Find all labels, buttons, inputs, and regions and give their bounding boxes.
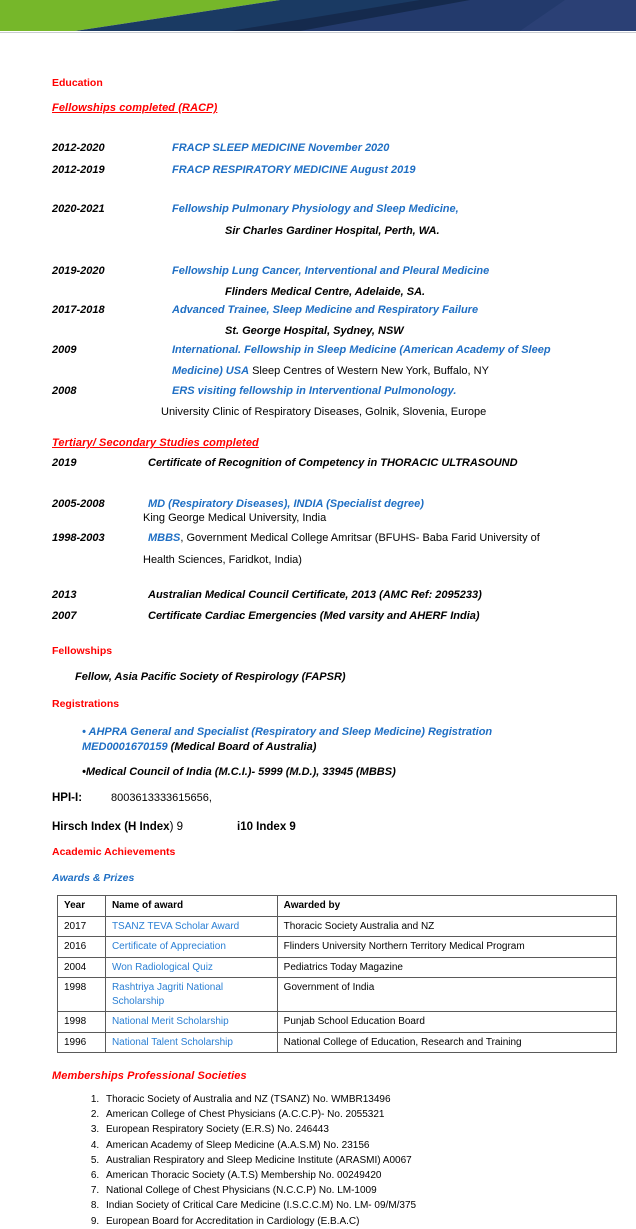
list-item: 5. Australian Respiratory and Sleep Medicine Institute (ARASMI) A0067 (102, 1153, 416, 1168)
table-row (58, 957, 617, 978)
list-item: 9. European Board for Accreditation in Cardiology (E.B.A.C) (102, 1214, 416, 1229)
tertiary-year-2: 1998-2003 (52, 532, 105, 544)
tertiary-year-0: 2019 (52, 457, 77, 469)
award-by: Pediatrics Today Magazine (277, 957, 616, 978)
hirsch-index-line (52, 821, 183, 833)
fellowship-year-1: 2012-2019 (52, 164, 105, 176)
tertiary-title-2 (148, 531, 540, 547)
fellowship-year-2: 2020-2021 (52, 203, 105, 215)
award-year: 2017 (58, 916, 106, 937)
hpi-label: HPI-I: (52, 792, 83, 804)
table-row (58, 1012, 617, 1033)
list-item: 8. Indian Society of Critical Care Medicine (I.S.C.C.M) No. LM- 09/M/375 (102, 1198, 416, 1213)
award-year: 1996 (58, 1032, 106, 1053)
fellowship-entry-2 (52, 202, 459, 218)
fellowship-title-5-blue: Medicine) USA (172, 365, 250, 377)
tertiary-year-1: 2005-2008 (52, 498, 105, 510)
fellowship-entry-6 (52, 384, 456, 400)
registration-bullet-1: • (82, 726, 89, 738)
award-by: Punjab School Education Board (277, 1012, 616, 1033)
tertiary-place-2: Health Sciences, Faridkot, India) (143, 554, 302, 566)
fellowship-year-6: 2008 (52, 385, 77, 397)
banner-bottom-rule (0, 32, 636, 33)
tertiary-title-3: Australian Medical Council Certificate, 2013 (AMC Ref: 2095233) (148, 589, 482, 601)
fellowship-place-2: Sir Charles Gardiner Hospital, Perth, WA. (225, 225, 440, 237)
registration-board: (Medical Board of Australia) (167, 741, 317, 753)
registration-item-1-line2 (82, 740, 316, 756)
tertiary-title-2-plain: , Government Medical College Amritsar (BFUHS- Baba Farid University of (180, 532, 540, 544)
column-header-awarded-by: Awarded by (277, 896, 616, 917)
fellowship-place-6: University Clinic of Respiratory Diseases, Golnik, Slovenia, Europe (161, 406, 487, 418)
registration-item-1-text: AHPRA General and Specialist (Respiratory and Sleep Medicine) Registration (88, 726, 493, 738)
tertiary-title-0: Certificate of Recognition of Competency in THORACIC ULTRASOUND (148, 457, 518, 469)
academic-achievements-heading: Academic Achievements (52, 846, 176, 858)
fellowship-place-4: St. George Hospital, Sydney, NSW (225, 325, 404, 337)
hpi-value: 8003613333615656, (111, 792, 212, 804)
fellowship-title-0: FRACP SLEEP MEDICINE November 2020 (172, 142, 390, 154)
award-name: TSANZ TEVA Scholar Award (105, 916, 277, 937)
award-by: Flinders University Northern Territory Medical Program (277, 937, 616, 958)
registration-item-1-line1 (82, 725, 492, 741)
fellowship-entry-3 (52, 264, 489, 280)
fellowship-title-2: Fellowship Pulmonary Physiology and Sleep Medicine, (172, 203, 459, 215)
memberships-heading: Memberships Professional Societies (52, 1070, 247, 1082)
list-item: 4. American Academy of Sleep Medicine (A.A.S.M) No. 23156 (102, 1138, 416, 1153)
registration-item-2: •Medical Council of India (M.C.I.)- 5999 (M.D.), 33945 (MBBS) (82, 766, 396, 778)
awards-table (57, 895, 617, 1053)
page-header-banner (0, 0, 636, 34)
tertiary-title-2-blue: MBBS (148, 532, 181, 544)
fellowship-membership-line: Fellow, Asia Pacific Society of Respirology (FAPSR) (75, 671, 346, 683)
award-name: National Talent Scholarship (105, 1032, 277, 1053)
tertiary-studies-heading: Tertiary/ Secondary Studies completed (52, 437, 259, 449)
award-name: National Merit Scholarship (105, 1012, 277, 1033)
fellowship-entry-5 (52, 343, 551, 359)
award-by: Government of India (277, 978, 616, 1012)
registration-number: MED0001670159 (82, 741, 168, 753)
award-name: Certificate of Appreciation (105, 937, 277, 958)
fellowship-year-3: 2019-2020 (52, 265, 105, 277)
table-row (58, 1032, 617, 1053)
fellowship-title-5-plain: Sleep Centres of Western New York, Buffalo, NY (249, 365, 489, 377)
fellowship-title-3: Fellowship Lung Cancer, Interventional and Pleural Medicine (172, 265, 490, 277)
hirsch-index-number: 9 (176, 821, 184, 833)
fellowship-title-5-line2 (172, 365, 489, 377)
award-year: 1998 (58, 1012, 106, 1033)
tertiary-year-4: 2007 (52, 610, 77, 622)
fellowship-place-3: Flinders Medical Centre, Adelaide, SA. (225, 286, 426, 298)
memberships-list (62, 1092, 416, 1229)
education-heading: Education (52, 77, 103, 89)
awards-prizes-heading: Awards & Prizes (52, 872, 135, 884)
tertiary-entry-2 (52, 531, 540, 547)
table-row (58, 916, 617, 937)
tertiary-title-1: MD (Respiratory Diseases), INDIA (Specialist degree) (148, 498, 424, 510)
banner-graphic (0, 0, 636, 34)
list-item: 2. American College of Chest Physicians (A.C.C.P)- No. 2055321 (102, 1107, 416, 1122)
fellowship-entry-0 (52, 141, 389, 157)
table-row (58, 937, 617, 958)
tertiary-entry-4 (52, 609, 480, 625)
list-item: 3. European Respiratory Society (E.R.S) No. 246443 (102, 1122, 416, 1137)
tertiary-entry-0 (52, 456, 518, 472)
fellowship-title-6: ERS visiting fellowship in Interventional Pulmonology. (172, 385, 457, 397)
fellowship-entry-1 (52, 163, 415, 179)
list-item: 6. American Thoracic Society (A.T.S) Membership No. 00249420 (102, 1168, 416, 1183)
tertiary-year-3: 2013 (52, 589, 77, 601)
column-header-name: Name of award (105, 896, 277, 917)
fellowship-year-5: 2009 (52, 344, 77, 356)
fellowship-year-0: 2012-2020 (52, 142, 105, 154)
table-row (58, 978, 617, 1012)
award-year: 1998 (58, 978, 106, 1012)
fellowships-heading: Fellowships (52, 645, 113, 657)
column-header-year: Year (58, 896, 106, 917)
tertiary-place-1: King George Medical University, India (143, 512, 327, 524)
tertiary-title-4: Certificate Cardiac Emergencies (Med varsity and AHERF India) (148, 610, 480, 622)
fellowship-title-4: Advanced Trainee, Sleep Medicine and Respiratory Failure (172, 304, 479, 316)
table-header-row (58, 896, 617, 917)
award-year: 2004 (58, 957, 106, 978)
award-by: Thoracic Society Australia and NZ (277, 916, 616, 937)
award-year: 2016 (58, 937, 106, 958)
tertiary-entry-3 (52, 588, 482, 604)
list-item: 1. Thoracic Society of Australia and NZ (TSANZ) No. WMBR13496 (102, 1092, 416, 1107)
fellowships-racp-heading: Fellowships completed (RACP) (52, 102, 218, 114)
list-item: 7. National College of Chest Physicians (N.C.C.P) No. LM-1009 (102, 1183, 416, 1198)
fellowship-year-4: 2017-2018 (52, 304, 105, 316)
hirsch-index-close: ) (169, 821, 174, 833)
fellowship-title-1: FRACP RESPIRATORY MEDICINE August 2019 (172, 164, 416, 176)
i10-index-label: i10 Index 9 (237, 821, 296, 833)
award-name: Won Radiological Quiz (105, 957, 277, 978)
hirsch-index-label: Hirsch Index (H Index (52, 821, 170, 833)
registrations-heading: Registrations (52, 698, 120, 710)
award-name: Rashtriya Jagriti National Scholarship (105, 978, 277, 1012)
award-by: National College of Education, Research and Training (277, 1032, 616, 1053)
fellowship-title-5-line1: International. Fellowship in Sleep Medicine (American Academy of Sleep (172, 344, 551, 356)
fellowship-entry-4 (52, 303, 478, 319)
